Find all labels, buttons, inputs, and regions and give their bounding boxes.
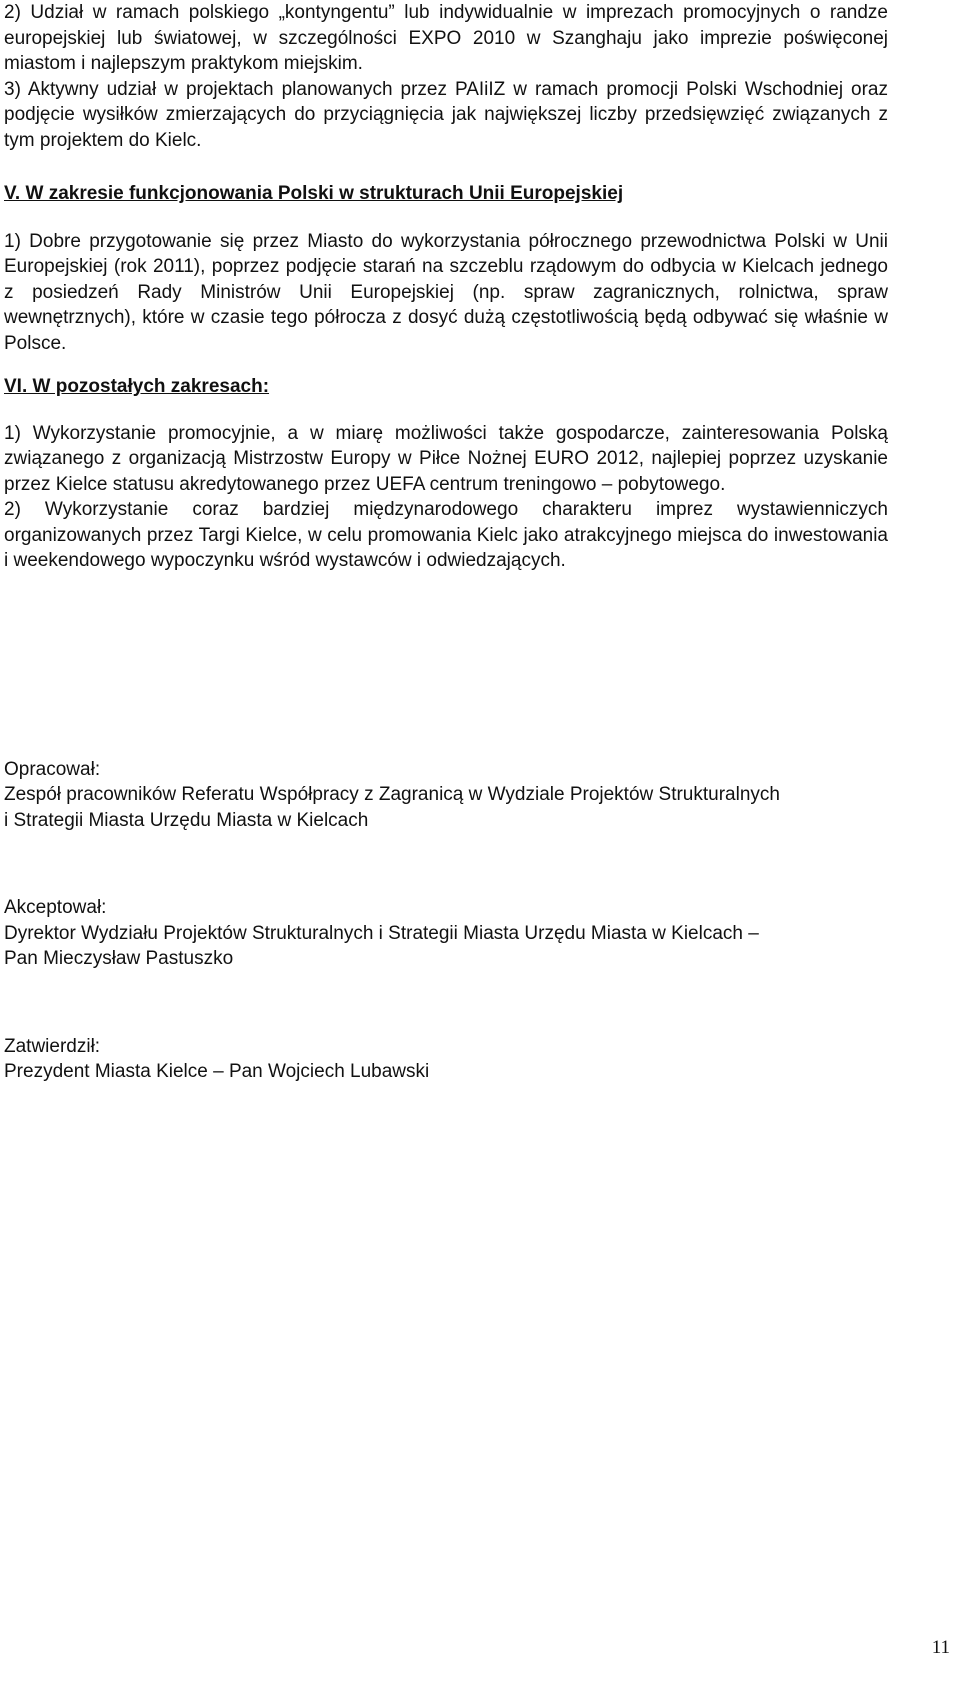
approved-by-line-1: Prezydent Miasta Kielce – Pan Wojciech Lubawski (4, 1061, 430, 1082)
accepted-by-block (4, 895, 888, 972)
top-list (4, 0, 888, 153)
list-item-3: 3) Aktywny udział w projektach planowanych przez PAIiIZ w ramach promocji Polski Wschodniej oraz podjęcie wysiłków zmierzających do przyciągnięcia jak największej liczby przedsięwzięć związanych z tym projektem do Kielc. (4, 78, 888, 151)
section-vi-item-2: 2) Wykorzystanie coraz bardziej międzynarodowego charakteru imprez wystawienniczych organizowanych przez Targi Kielce, w celu promowania Kielc jako atrakcyjnego miejsca do inwestowania i weekendowego wypoczynku wśród wystawców i odwiedzających. (4, 499, 888, 571)
accepted-by-label: Akceptował: (4, 897, 107, 918)
accepted-by-line-2: Pan Mieczysław Pastuszko (4, 948, 234, 969)
prepared-by-line-2: i Strategii Miasta Urzędu Miasta w Kielcach (4, 809, 369, 831)
prepared-by-line-1: Zespół pracowników Referatu Współpracy z Zagranicą w Wydziale Projektów Strukturalnych (4, 784, 780, 805)
section-vi-item-1: 1) Wykorzystanie promocyjnie, a w miarę możliwości także gospodarcze, zainteresowania Polską związanego z organizacją Mistrzostw Europy w Piłce Nożnej EURO 2012, najlepiej poprzez uzyskanie przez Kielce statusu akredytowanego przez UEFA centrum treningowo – pobytowego. (4, 422, 888, 495)
list-item-2: 2) Udział w ramach polskiego „kontyngentu” lub indywidualnie w imprezach promocyjnych o randze europejskiej lub światowej, w szczególności EXPO 2010 w Szanghaju jako imprezie poświęconej miastom i najlepszym praktykom miejskim. (4, 2, 888, 74)
prepared-by-block (4, 757, 888, 834)
document-page (4, 0, 888, 1085)
approved-by-block (4, 1034, 888, 1085)
approved-by-label: Zatwierdził: (4, 1035, 101, 1057)
section-v-item-1: 1) Dobre przygotowanie się przez Miasto do wykorzystania półrocznego przewodnictwa Polski w Unii Europejskiej (rok 2011), poprzez podjęcie starań na szczeblu rządowym do odbycia w Kielcach jednego z posiedzeń Rady Ministrów Unii Europejskiej (np. spraw zagranicznych, rolnictwa, spraw wewnętrznych), które w czasie tego półrocza z dosyć dużą częstotliwością będą odbywać się właśnie w Polsce. (4, 230, 888, 354)
page-number: 11 (931, 1637, 950, 1658)
section-vi-heading: VI. W pozostałych zakresach: (4, 376, 270, 397)
accepted-by-line-1: Dyrektor Wydziału Projektów Strukturalnych i Strategii Miasta Urzędu Miasta w Kielcach – (4, 922, 759, 944)
prepared-by-label: Opracował: (4, 758, 101, 780)
section-v-heading: V. W zakresie funkcjonowania Polski w strukturach Unii Europejskiej (4, 183, 624, 204)
